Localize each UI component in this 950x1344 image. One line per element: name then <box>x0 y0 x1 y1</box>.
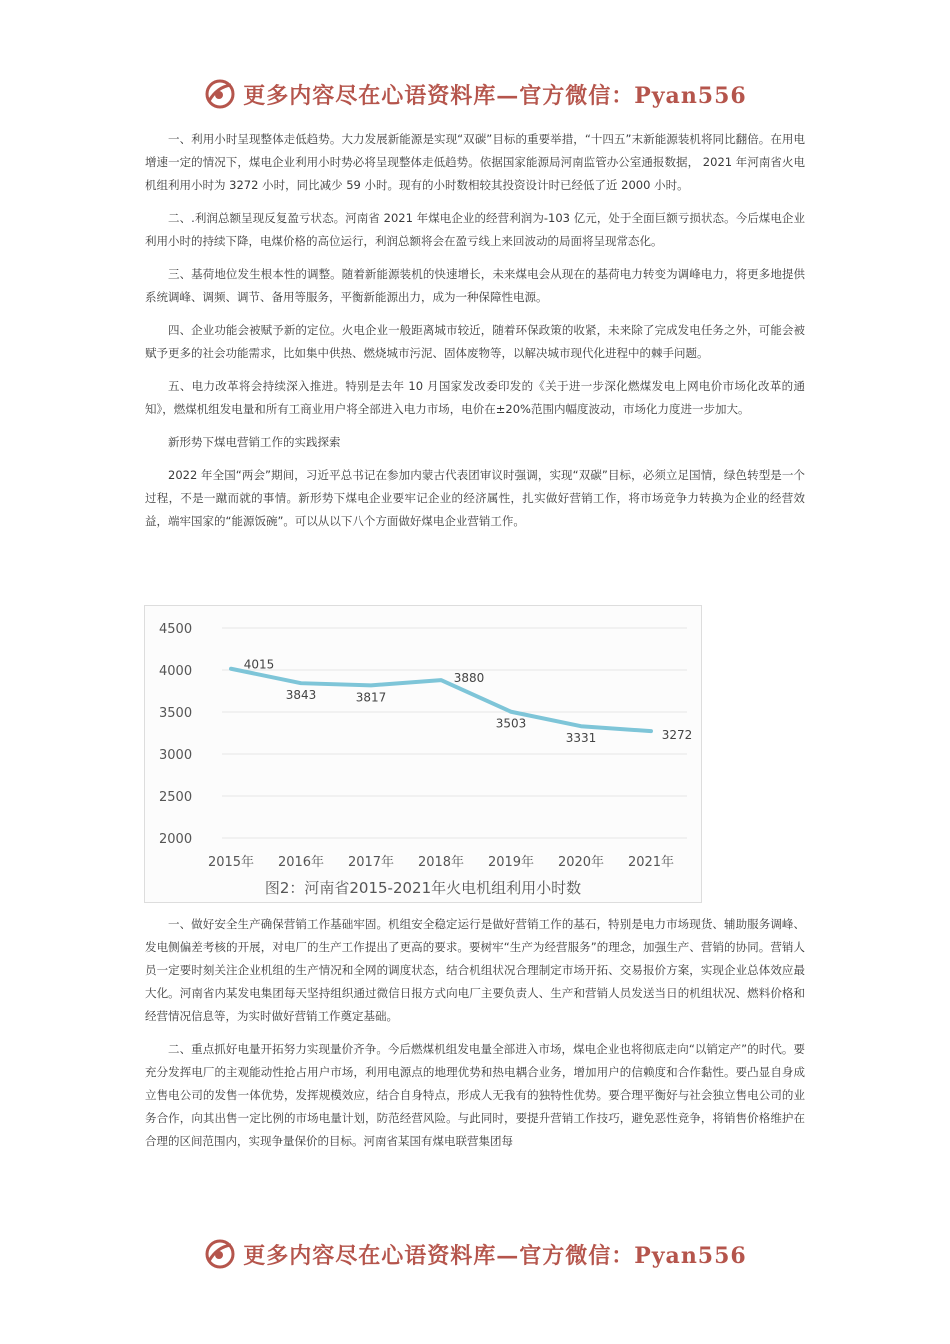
x-tick-label: 2018年 <box>417 855 465 870</box>
chart-svg <box>145 606 701 902</box>
data-label: 3817 <box>355 690 387 705</box>
y-tick-label: 2500 <box>159 790 193 805</box>
banner-group <box>203 1237 747 1271</box>
y-tick-label: 3500 <box>159 706 193 721</box>
x-tick-label: 2020年 <box>557 855 605 870</box>
x-tick-label: 2016年 <box>277 855 325 870</box>
x-tick-label: 2015年 <box>207 855 255 870</box>
banner-group <box>203 77 747 111</box>
paragraph-2: 二、.利润总额呈现反复盈亏状态。河南省 2021 年煤电企业的经营利润为-103 亿元，处于全面巨额亏损状态。今后煤电企业利用小时的持续下降，电煤价格的高位运行，利润总额将会在盈亏线上来回波动的局面将呈现常态化。 <box>145 211 805 248</box>
paragraph-intro: 2022 年全国“两会”期间，习近平总书记在参加内蒙古代表团审议时强调，实现“双碳”目标，必须立足国情，绿色转型是一个过程，不是一蹴而就的事情。新形势下煤电企业要牢记企业的经济属性，扎实做好营销工作，将市场竞争力转换为企业的经营效益，端牢国家的“能源饭碗”。可以从以下八个方面做好煤电企业营销工作。 <box>145 468 805 528</box>
chart-title: 图2：河南省2015-2021年火电机组利用小时数 <box>264 879 582 897</box>
data-label: 4015 <box>243 657 275 672</box>
y-tick-label: 2000 <box>159 832 193 847</box>
data-label: 3272 <box>661 728 693 743</box>
brand-logo-icon <box>203 77 237 111</box>
section-heading: 新形势下煤电营销工作的实践探索 <box>168 435 341 449</box>
paragraph-5: 五、电力改革将会持续深入推进。特别是去年 10 月国家发改委印发的《关于进一步深化燃煤发电上网电价市场化改革的通知》，燃煤机组发电量和所有工商业用户将全部进入电力市场，电价在±20%范围内幅度波动，市场化力度进一步加大。 <box>145 379 805 416</box>
brand-logo-icon <box>203 1237 237 1271</box>
paragraph-1: 一、利用小时呈现整体走低趋势。大力发展新能源是实现“双碳”目标的重要举措，“十四五”末新能源装机将同比翻倍。在用电增速一定的情况下，煤电企业利用小时势必将呈现整体走低趋势。依据国家能源局河南监管办公室通报数据， 2021 年河南省火电机组利用小时为 3272 小时，同比减少 59 小时。现有的小时数相较其投资设计时已经低了近 2000 小时。 <box>145 132 805 192</box>
utilization-hours-chart <box>144 605 702 903</box>
banner-text: 更多内容尽在心语资料库—官方微信：Pyan556 <box>243 1242 747 1269</box>
x-tick-label: 2017年 <box>347 855 395 870</box>
banner-text: 更多内容尽在心语资料库—官方微信：Pyan556 <box>243 82 747 109</box>
data-label: 3880 <box>453 671 485 686</box>
x-tick-label: 2019年 <box>487 855 535 870</box>
x-tick-label: 2021年 <box>627 855 675 870</box>
y-tick-label: 4000 <box>159 664 193 679</box>
paragraph-4: 四、企业功能会被赋予新的定位。火电企业一般距离城市较近，随着环保政策的收紧，未来除了完成发电任务之外，可能会被赋予更多的社会功能需求，比如集中供热、燃烧城市污泥、固体废物等，以解决城市现代化进程中的棘手问题。 <box>145 323 805 360</box>
article-body-bottom <box>145 913 805 1163</box>
data-label: 3503 <box>495 716 527 731</box>
paragraph-6: 一、做好安全生产确保营销工作基础牢固。机组安全稳定运行是做好营销工作的基石，特别是电力市场现货、辅助服务调峰、发电侧偏差考核的开展，对电厂的生产工作提出了更高的要求。要树牢“生产为经营服务”的理念，加强生产、营销的协同。营销人员一定要时刻关注企业机组的生产情况和全网的调度状态，结合机组状况合理制定市场开拓、交易报价方案，实现企业总体效应最大化。河南省内某发电集团每天坚持组织通过微信日报方式向电厂主要负责人、生产和营销人员发送当日的机组状况、燃料价格和经营情况信息等，为实时做好营销工作奠定基础。 <box>145 917 805 1023</box>
y-tick-label: 3000 <box>159 748 193 763</box>
paragraph-3: 三、基荷地位发生根本性的调整。随着新能源装机的快速增长，未来煤电会从现在的基荷电力转变为调峰电力，将更多地提供系统调峰、调频、调节、备用等服务，平衡新能源出力，成为一种保障性电源。 <box>145 267 805 304</box>
article-body-top <box>145 128 805 543</box>
data-label: 3843 <box>285 688 317 703</box>
data-label: 3331 <box>565 731 597 746</box>
header-banner <box>0 72 950 116</box>
y-tick-label: 4500 <box>159 622 193 637</box>
footer-banner <box>0 1232 950 1276</box>
paragraph-7: 二、重点抓好电量开拓努力实现量价齐争。今后燃煤机组发电量全部进入市场，煤电企业也将彻底走向“以销定产”的时代。要充分发挥电厂的主观能动性抢占用户市场，利用电源点的地理优势和热电耦合业务，增加用户的信赖度和合作黏性。要凸显自身成立售电公司的发售一体优势，发挥规模效应，结合自身特点，形成人无我有的独特性优势。要合理平衡好与社会独立售电公司的业务合作，向其出售一定比例的市场电量计划，防范经营风险。与此同时，要提升营销工作技巧，避免恶性竞争，将销售价格维护在合理的区间范围内，实现争量保价的目标。河南省某国有煤电联营集团每 <box>145 1042 805 1148</box>
